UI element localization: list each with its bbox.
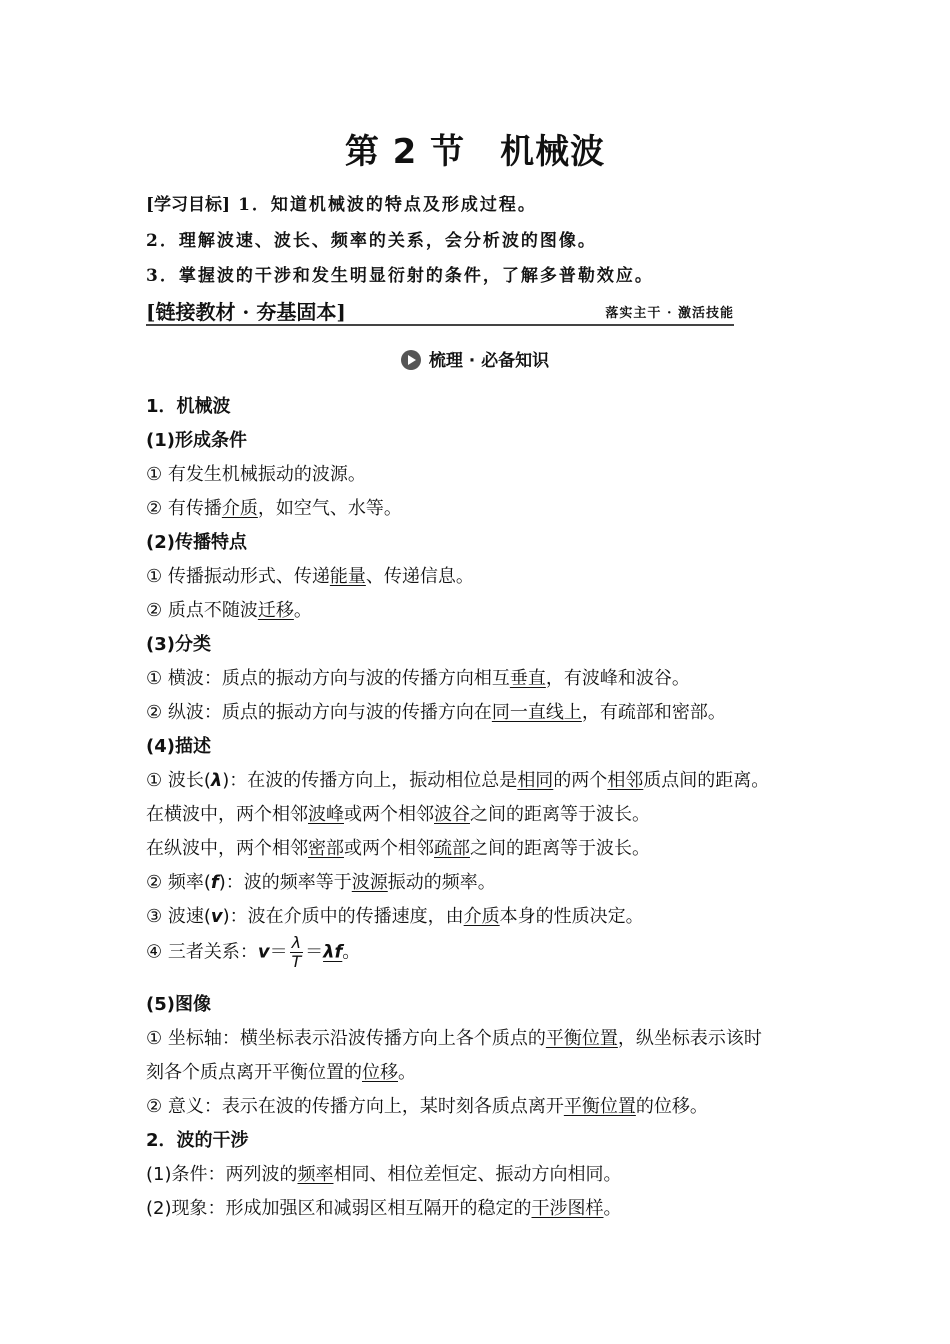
blank-answer: 疏部: [434, 838, 470, 859]
blank-answer: 波谷: [434, 804, 470, 825]
page-title: 第 2 节 机械波: [344, 132, 606, 172]
formation-line-1: ① 有发生机械振动的波源。: [146, 464, 366, 485]
subheading-formation: (1)形成条件: [146, 430, 247, 451]
graph-axis-line-2: 刻各个质点离开平衡位置的位移。: [146, 1062, 416, 1083]
section-heading-text: 梳理 · 必备知识: [428, 351, 550, 371]
blank-answer: 相邻: [607, 770, 644, 791]
blank-answer: λf: [323, 941, 343, 963]
blank-answer: 相同: [517, 770, 554, 791]
subheading-classification: (3)分类: [146, 634, 211, 655]
transverse-wavelength-line: 在横波中，两个相邻波峰或两个相邻波谷之间的距离等于波长。: [146, 804, 650, 825]
play-icon: [401, 350, 421, 370]
blank-answer: 平衡位置: [545, 1028, 618, 1049]
blank-answer: 位移: [362, 1062, 398, 1083]
blank-answer: 迁移: [257, 600, 294, 621]
subheading-description: (4)描述: [146, 736, 211, 757]
heading-interference: 2．波的干涉: [146, 1130, 249, 1151]
section-banner: [146, 296, 734, 326]
fraction-lambda-over-t: $\frac{\lambda}{T}$: [291, 933, 302, 971]
objective-1: [146, 190, 537, 215]
propagation-line-1: ① 传播振动形式、传递能量、传递信息。: [146, 566, 474, 587]
subheading-graph: (5)图像: [146, 994, 211, 1015]
blank-answer: 垂直: [509, 668, 546, 689]
blank-answer: 能量: [329, 566, 366, 587]
blank-answer: 介质: [221, 498, 258, 519]
blank-answer: 频率: [297, 1164, 334, 1185]
blank-answer: 同一直线上: [491, 702, 582, 723]
blank-answer: 密部: [308, 838, 344, 859]
objective-text: 1．知道机械波的特点及形成过程。: [238, 195, 537, 215]
graph-meaning-line: ② 意义：表示在波的传播方向上，某时刻各质点离开平衡位置的位移。: [146, 1096, 708, 1117]
blank-answer: 介质: [463, 906, 500, 927]
blank-answer: 干涉图样: [531, 1198, 604, 1219]
interference-phenomenon-line: (2)现象：形成加强区和减弱区相互隔开的稳定的干涉图样。: [146, 1198, 622, 1219]
blank-answer: 波峰: [308, 804, 344, 825]
banner-right-label: 落实主干 · 激活技能: [605, 306, 734, 321]
graph-axis-line-1: ① 坐标轴：横坐标表示沿波传播方向上各个质点的平衡位置，纵坐标表示该时: [146, 1028, 762, 1049]
longitudinal-wavelength-line: 在纵波中，两个相邻密部或两个相邻疏部之间的距离等于波长。: [146, 838, 650, 859]
wave-speed-line: ③ 波速(v)：波在介质中的传播速度，由介质本身的性质决定。: [146, 906, 644, 927]
objective-2: 2．理解波速、波长、频率的关系，会分析波的图像。: [146, 231, 597, 251]
formation-line-2: ② 有传播介质，如空气、水等。: [146, 498, 402, 519]
banner-left-label: [链接教材 · 夯基固本]: [146, 300, 346, 324]
blank-answer: 波源: [351, 872, 388, 893]
frequency-line: ② 频率(f)：波的频率等于波源振动的频率。: [146, 872, 496, 893]
wavelength-line: ① 波长(λ)：在波的传播方向上，振动相位总是相同的两个相邻质点间的距离。: [146, 770, 770, 791]
objective-3: 3．掌握波的干涉和发生明显衍射的条件，了解多普勒效应。: [146, 266, 654, 286]
relation-formula-line: ④ 三者关系：v＝ $\frac{\lambda}{T}$ ＝λf。: [146, 933, 361, 971]
interference-condition-line: (1)条件：两列波的频率相同、相位差恒定、振动方向相同。: [146, 1164, 622, 1185]
longitudinal-wave-line: ② 纵波：质点的振动方向与波的传播方向在同一直线上，有疏部和密部。: [146, 702, 726, 723]
subheading-propagation: (2)传播特点: [146, 532, 247, 553]
transverse-wave-line: ① 横波：质点的振动方向与波的传播方向相互垂直，有波峰和波谷。: [146, 668, 690, 689]
heading-mechanical-wave: 1．机械波: [146, 396, 231, 417]
blank-answer: 平衡位置: [563, 1096, 636, 1117]
section-heading: [0, 346, 950, 371]
objectives-tag: [学习目标]: [146, 195, 231, 215]
propagation-line-2: ② 质点不随波迁移。: [146, 600, 312, 621]
